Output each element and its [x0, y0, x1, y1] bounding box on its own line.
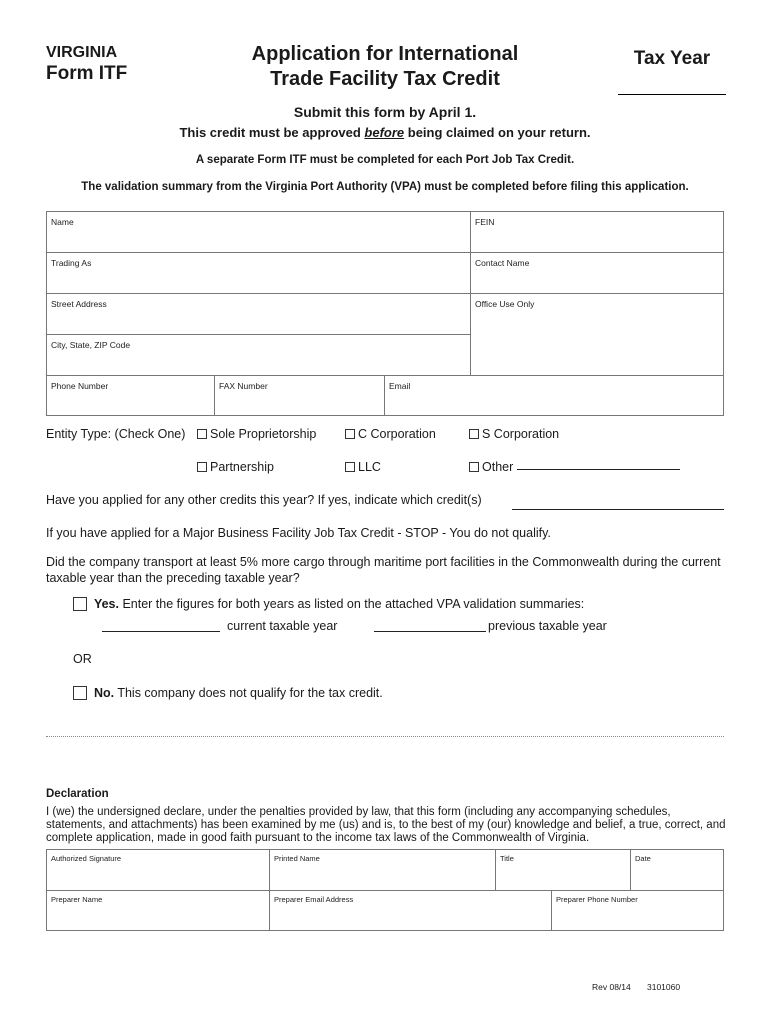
no-checkbox[interactable] [73, 686, 87, 700]
previous-year-line[interactable] [374, 631, 486, 632]
office-use-field [471, 294, 723, 376]
entity-partnership-option[interactable] [197, 460, 274, 474]
llc-checkbox[interactable] [345, 462, 355, 472]
authorized-signature-label: Authorized Signature [51, 854, 122, 863]
phone-field[interactable] [47, 376, 215, 415]
s-corp-label: S Corporation [482, 427, 560, 441]
partnership-label: Partnership [210, 460, 274, 474]
printed-name-label: Printed Name [274, 854, 320, 863]
preparer-name-label: Preparer Name [51, 895, 103, 904]
street-address-field[interactable] [47, 294, 471, 335]
office-use-label: Office Use Only [475, 299, 535, 309]
c-corp-checkbox[interactable] [345, 429, 355, 439]
no-option[interactable] [73, 686, 383, 700]
entity-sole-option[interactable] [197, 427, 316, 441]
separate-form-notice: A separate Form ITF must be completed for each Port Job Tax Credit. [195, 154, 575, 166]
major-business-notice: If you have applied for a Major Business Facility Job Tax Credit - STOP - You do not qualify. [46, 526, 551, 540]
previous-year-label: previous taxable year [488, 619, 607, 633]
section-divider [46, 736, 724, 737]
name-label: Name [51, 217, 74, 227]
preparer-phone-field[interactable] [552, 891, 723, 930]
fein-label: FEIN [475, 217, 495, 227]
other-label: Other [482, 460, 514, 474]
printed-name-field[interactable] [270, 850, 496, 891]
preparer-phone-label: Preparer Phone Number [556, 895, 638, 904]
entity-c-corp-option[interactable] [345, 427, 436, 441]
trading-as-field[interactable] [47, 253, 471, 294]
preparer-email-label: Preparer Email Address [274, 895, 354, 904]
other-entity-line[interactable] [517, 469, 680, 470]
form-title-line1: Application for International [251, 43, 519, 65]
s-corp-checkbox[interactable] [469, 429, 479, 439]
sole-checkbox[interactable] [197, 429, 207, 439]
fein-field[interactable] [471, 212, 723, 253]
cargo-question-line1: Did the company transport at least 5% more cargo through maritime port facilities in the Commonwealth during the current [46, 555, 721, 569]
current-year-label: current taxable year [227, 619, 338, 633]
other-credits-question: Have you applied for any other credits this year? If yes, indicate which credit(s) [46, 493, 482, 507]
entity-type-label: Entity Type: (Check One) [46, 427, 186, 441]
approval-notice-emphasis: before [364, 125, 405, 140]
email-label: Email [389, 381, 411, 391]
preparer-email-field[interactable] [270, 891, 552, 930]
other-checkbox[interactable] [469, 462, 479, 472]
tax-year-input-line[interactable] [618, 94, 726, 95]
partnership-checkbox[interactable] [197, 462, 207, 472]
trading-as-label: Trading As [51, 258, 92, 268]
preparer-name-field[interactable] [47, 891, 270, 930]
declaration-text: I (we) the undersigned declare, under the penalties provided by law, that this form (including any accompanying schedules, statements, and attachments) has been examined by me (us) and is, to the best of my (our) knowledge and belief, a true, correct, and complete application, made in good faith pursuant to the income tax laws of the Commonwealth of Virginia. [46, 806, 726, 844]
fax-field[interactable] [215, 376, 385, 415]
approval-notice [0, 125, 770, 140]
cargo-question [46, 554, 736, 586]
taxpayer-info-grid [46, 211, 724, 416]
form-title-line2: Trade Facility Tax Credit [270, 68, 500, 90]
name-field[interactable] [47, 212, 471, 253]
other-credits-line[interactable] [512, 509, 724, 510]
form-id: Form ITF [46, 63, 128, 84]
entity-other-option[interactable] [469, 460, 513, 474]
title-field[interactable] [496, 850, 631, 891]
city-state-zip-label: City, State, ZIP Code [51, 340, 131, 350]
c-corp-label: C Corporation [358, 427, 436, 441]
yes-instruction: Enter the figures for both years as listed on the attached VPA validation summaries: [118, 597, 585, 611]
cargo-question-line2: taxable year than the preceding taxable year? [46, 571, 300, 585]
form-title [200, 42, 570, 92]
validation-notice: The validation summary from the Virginia Port Authority (VPA) must be completed before filing this application. [81, 181, 689, 193]
entity-llc-option[interactable] [345, 460, 381, 474]
form-code: 3101060 [647, 982, 681, 992]
declaration-title: Declaration [46, 788, 109, 800]
city-state-zip-field[interactable] [47, 335, 471, 376]
tax-year-label: Tax Year [633, 48, 711, 69]
no-label: No. [93, 686, 115, 700]
street-address-label: Street Address [51, 299, 107, 309]
form-header-left [46, 44, 127, 86]
signature-grid [46, 849, 724, 931]
phone-label: Phone Number [51, 381, 109, 391]
llc-label: LLC [358, 460, 381, 474]
contact-name-label: Contact Name [475, 258, 530, 268]
yes-checkbox[interactable] [73, 597, 87, 611]
revision-label: Rev 08/14 [592, 982, 631, 992]
authorized-signature-field[interactable] [47, 850, 270, 891]
current-year-line[interactable] [102, 631, 220, 632]
approval-notice-post: being claimed on your return. [404, 125, 591, 140]
contact-name-field[interactable] [471, 253, 723, 294]
or-label: OR [73, 652, 92, 666]
date-label: Date [635, 854, 651, 863]
entity-s-corp-option[interactable] [469, 427, 559, 441]
date-field[interactable] [631, 850, 723, 891]
no-instruction: This company does not qualify for the tax credit. [114, 686, 383, 700]
approval-notice-pre: This credit must be approved [179, 125, 365, 140]
yes-label: Yes. [93, 597, 119, 611]
email-field[interactable] [385, 376, 723, 415]
title-label: Title [500, 854, 514, 863]
sole-label: Sole Proprietorship [210, 427, 317, 441]
fax-label: FAX Number [219, 381, 268, 391]
state-label: VIRGINIA [46, 44, 118, 61]
submit-deadline: Submit this form by April 1. [293, 104, 477, 120]
yes-option[interactable] [73, 597, 584, 611]
